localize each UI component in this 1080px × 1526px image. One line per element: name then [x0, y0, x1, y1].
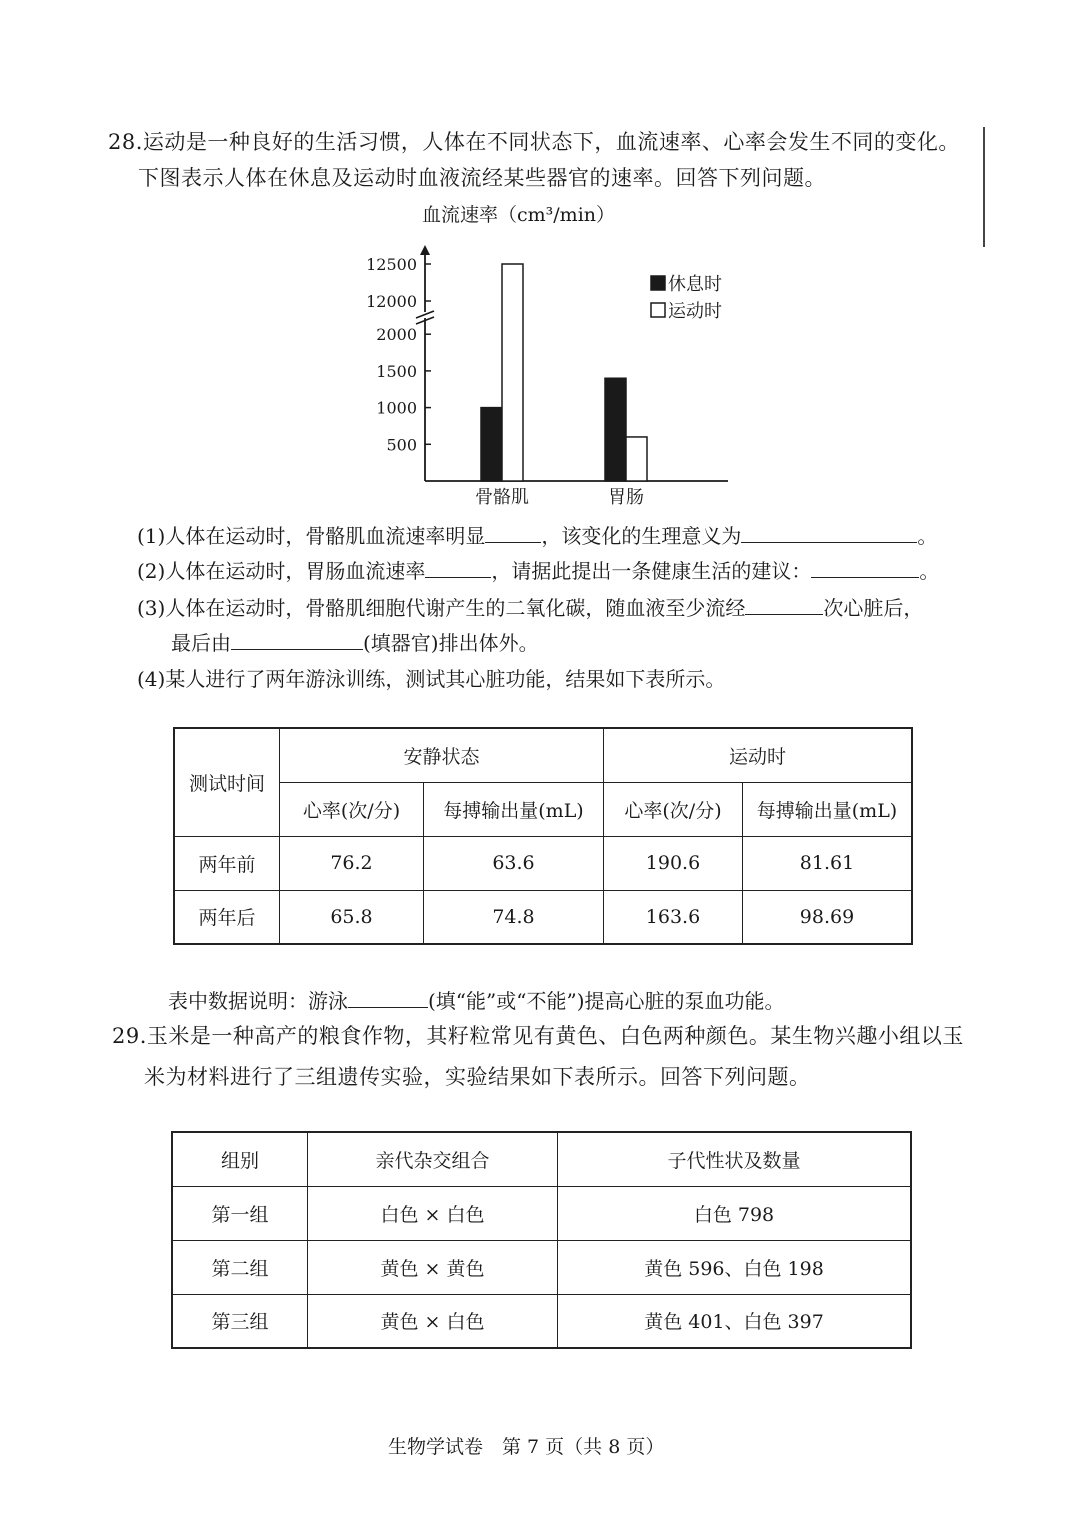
answer-blank-2a[interactable] — [425, 559, 491, 578]
q28-sub1-end: 。 — [917, 524, 938, 548]
bar-休息时-骨骼肌 — [481, 408, 502, 481]
table2-header: 亲代杂交组合 — [308, 1132, 558, 1186]
y-tick-label: 2000 — [376, 325, 417, 345]
q28-sub3-text-a: (3)人体在运动时，骨骼肌细胞代谢产生的二氧化碳，随血液至少流经 — [137, 596, 746, 620]
table1-col-hr-rest: 心率(次/分) — [280, 782, 424, 836]
table1-corner: 测试时间 — [174, 728, 280, 836]
y-tick-label: 500 — [386, 435, 417, 455]
bar-休息时-胃肠 — [605, 378, 626, 481]
q28-note-text-a: 表中数据说明：游泳 — [168, 989, 348, 1013]
q28-sub3-text-c: 最后由 — [171, 631, 231, 655]
answer-blank-1a[interactable] — [485, 524, 541, 543]
q28-note-text-b: (填“能”或“不能”)提高心脏的泵血功能。 — [428, 989, 785, 1013]
table1-row-label: 两年前 — [174, 836, 280, 890]
answer-blank-2b[interactable] — [811, 559, 919, 578]
table1-group-exercise: 运动时 — [604, 728, 913, 782]
legend-swatch — [651, 276, 665, 290]
q28-sub3 — [137, 592, 923, 621]
q28-sub1-text-b: ，该变化的生理意义为 — [541, 524, 742, 548]
y-axis-label: 血流速率（cm³/min） — [422, 204, 616, 226]
table-row — [172, 1186, 911, 1240]
bar-运动时-胃肠 — [626, 437, 647, 481]
blood-flow-bar-chart — [0, 195, 1080, 515]
y-tick-label: 1500 — [376, 361, 417, 381]
axis-break-mark — [416, 311, 434, 318]
legend-label: 休息时 — [668, 274, 722, 295]
table2-cell: 黄色 × 黄色 — [308, 1240, 558, 1294]
y-tick-label: 1000 — [376, 398, 417, 418]
legend-label: 运动时 — [668, 301, 722, 322]
legend-swatch — [651, 303, 665, 317]
q28-sub3-text-b: 次心脏后， — [823, 596, 924, 620]
table1-cell: 190.6 — [604, 836, 743, 890]
table1-cell: 74.8 — [424, 890, 604, 944]
q28-sub2-end: 。 — [919, 559, 940, 583]
table-row — [172, 1294, 911, 1348]
table-row — [172, 1240, 911, 1294]
answer-blank-3a[interactable] — [745, 596, 823, 615]
table1-cell: 63.6 — [424, 836, 604, 890]
table1-cell: 81.61 — [743, 836, 913, 890]
table2-cell: 白色 798 — [558, 1186, 912, 1240]
q29-title-line1: 29.玉米是一种高产的粮食作物，其籽粒常见有黄色、白色两种颜色。某生物兴趣小组以玉 — [112, 1024, 964, 1048]
q28-sub3-cont — [171, 627, 539, 656]
q28-title-line1: 28.运动是一种良好的生活习惯，人体在不同状态下，血流速率、心率会发生不同的变化。 — [108, 130, 960, 154]
heart-function-table — [173, 727, 913, 945]
q28-sub4: (4)某人进行了两年游泳训练，测试其心脏功能，结果如下表所示。 — [137, 667, 726, 691]
table1-col-sv-exercise: 每搏输出量(mL) — [743, 782, 913, 836]
table2-cell: 白色 × 白色 — [308, 1186, 558, 1240]
q28-sub1-text-a: (1)人体在运动时，骨骼肌血流速率明显 — [137, 524, 486, 548]
table1-cell: 98.69 — [743, 890, 913, 944]
q28-sub2-text-a: (2)人体在运动时，胃肠血流速率 — [137, 559, 426, 583]
page-footer: 生物学试卷 第 7 页（共 8 页） — [388, 1436, 665, 1458]
table2-cell: 第三组 — [172, 1294, 308, 1348]
y-axis-arrow — [420, 245, 430, 255]
x-category-label: 胃肠 — [608, 487, 644, 508]
table1-row-label: 两年后 — [174, 890, 280, 944]
q28-sub2 — [137, 555, 939, 584]
q28-sub1 — [137, 520, 937, 549]
q28-title-line2: 下图表示人体在休息及运动时血液流经某些器官的速率。回答下列问题。 — [138, 166, 826, 190]
answer-blank-3b[interactable] — [231, 631, 363, 650]
table2-cell: 黄色 596、白色 198 — [558, 1240, 912, 1294]
y-tick-label: 12500 — [366, 255, 417, 274]
table-row — [174, 890, 912, 944]
table-row — [174, 836, 912, 890]
table2-cell: 黄色 401、白色 397 — [558, 1294, 912, 1348]
answer-blank-1b[interactable] — [741, 524, 917, 543]
table1-cell: 163.6 — [604, 890, 743, 944]
table1-col-hr-exercise: 心率(次/分) — [604, 782, 743, 836]
q28-sub2-text-b: ，请据此提出一条健康生活的建议： — [491, 559, 812, 583]
table1-cell: 76.2 — [280, 836, 424, 890]
bar-运动时-骨骼肌 — [502, 264, 523, 481]
table2-cell: 第一组 — [172, 1186, 308, 1240]
table1-group-rest: 安静状态 — [280, 728, 604, 782]
table1-cell: 65.8 — [280, 890, 424, 944]
q28-sub3-text-d: (填器官)排出体外。 — [363, 631, 539, 655]
q29-title-line2: 米为材料进行了三组遗传实验，实验结果如下表所示。回答下列问题。 — [144, 1065, 811, 1089]
x-category-label: 骨骼肌 — [475, 487, 529, 508]
table2-header: 组别 — [172, 1132, 308, 1186]
corn-genetics-table — [171, 1131, 912, 1349]
table2-header: 子代性状及数量 — [558, 1132, 912, 1186]
y-tick-label: 12000 — [366, 292, 417, 311]
table2-cell: 黄色 × 白色 — [308, 1294, 558, 1348]
q28-note — [168, 985, 785, 1014]
table1-col-sv-rest: 每搏输出量(mL) — [424, 782, 604, 836]
table-header-row — [172, 1132, 911, 1186]
answer-blank-4[interactable] — [348, 989, 428, 1008]
table2-cell: 第二组 — [172, 1240, 308, 1294]
